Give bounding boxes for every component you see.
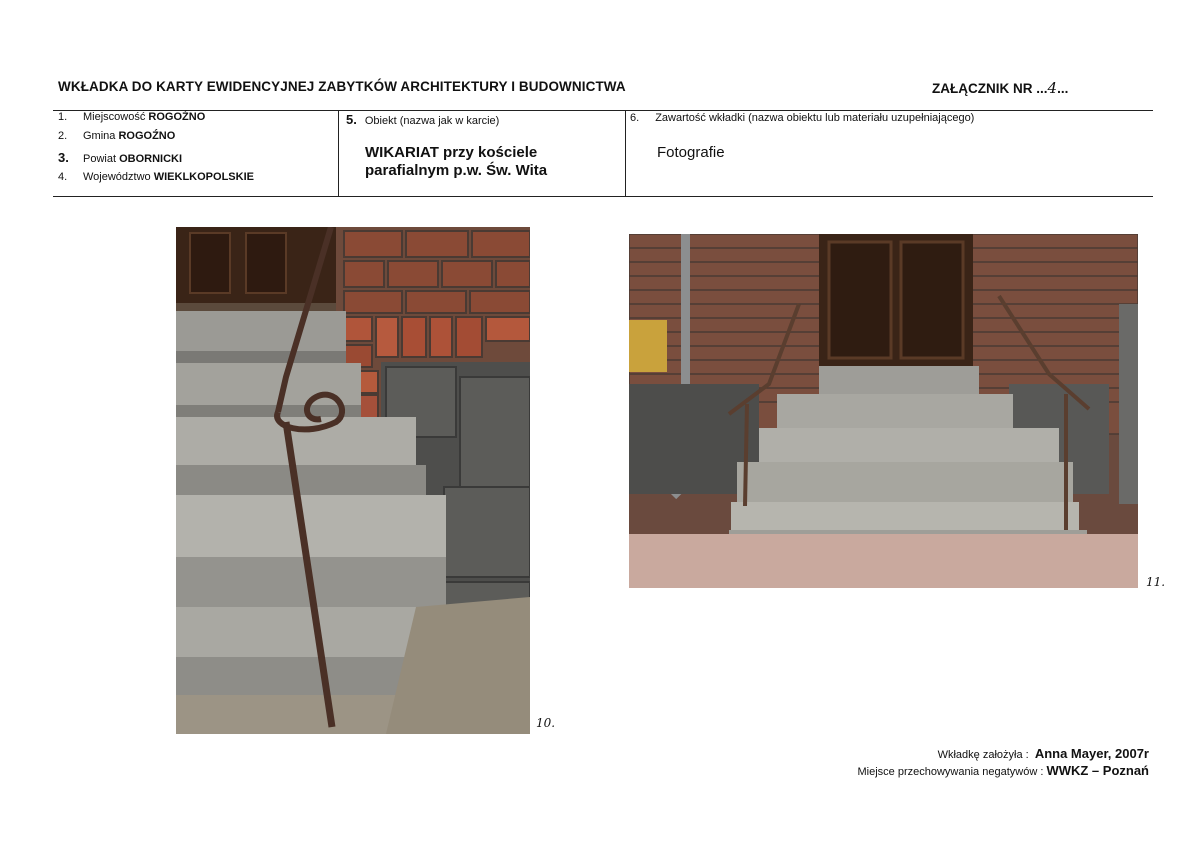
field-voivodeship: 4. Województwo WIEKLKOPOLSKIE <box>58 171 254 183</box>
field-contents-header: 6. Zawartość wkładki (nazwa obiektu lub materiału uzupełniającego) <box>630 112 975 124</box>
photo-caption-11: 11. <box>1146 575 1166 589</box>
annex-number-value: 4 <box>1047 79 1058 97</box>
founder-line <box>938 746 1149 761</box>
storage-value: WWKZ – Poznań <box>1046 763 1149 778</box>
photo-caption-10: 10. <box>536 716 556 730</box>
storage-line <box>858 763 1149 778</box>
document-title: WKŁADKA DO KARTY EWIDENCYJNEJ ZABYTKÓW ARCHITEKTURY I BUDOWNICTWA <box>58 79 626 94</box>
annex-number: ZAŁĄCZNIK NR ...4... <box>932 79 1069 97</box>
photo-entrance-stairs <box>629 234 1138 588</box>
photo-stairs-closeup <box>176 227 530 734</box>
voivodeship-value: WIEKLKOPOLSKIE <box>153 171 254 183</box>
founder-value: Anna Mayer, 2007r <box>1034 746 1149 761</box>
storage-label: Miejsce przechowywania negatywów : <box>857 766 1044 778</box>
column-divider-1 <box>338 110 339 196</box>
contents-value: Fotografie <box>657 144 725 161</box>
field-locality: 1. Miejscowość ROGOŹNO <box>58 111 206 123</box>
commune-value: ROGOŹNO <box>118 130 176 142</box>
table-bottom-border <box>53 196 1153 197</box>
locality-value: ROGOŹNO <box>148 111 206 123</box>
field-commune: 2. Gmina ROGOŹNO <box>58 130 176 142</box>
field-object-header: 5. Obiekt (nazwa jak w karcie) <box>346 112 500 127</box>
table-top-border <box>53 110 1153 111</box>
object-name: WIKARIAT przy kościele parafialnym p.w. Św. Wita <box>365 144 548 179</box>
county-value: OBORNICKI <box>119 153 183 165</box>
annex-label: ZAŁĄCZNIK NR <box>932 81 1033 96</box>
field-county: 3. Powiat OBORNICKI <box>58 150 183 165</box>
founder-label: Wkładkę założyła : <box>937 749 1029 761</box>
column-divider-2 <box>625 110 626 196</box>
